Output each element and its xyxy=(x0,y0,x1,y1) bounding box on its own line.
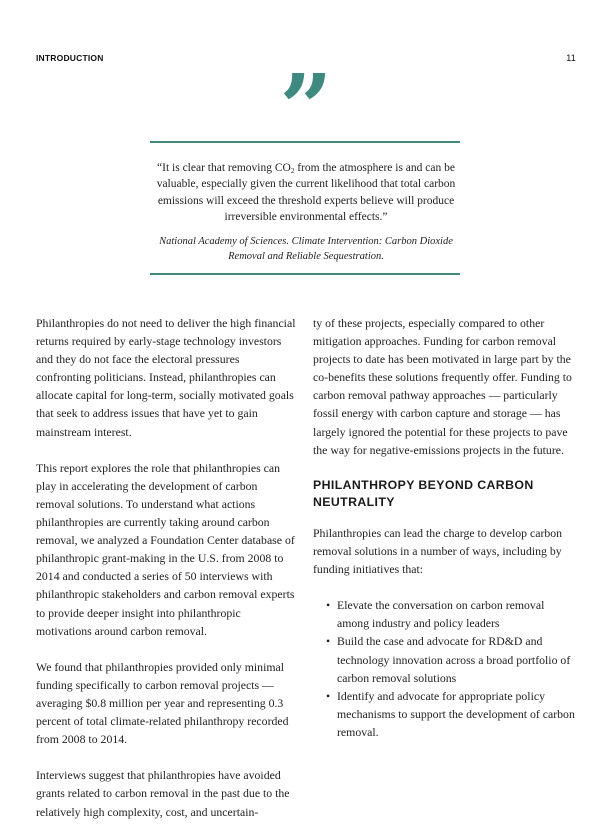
list-item: • Identify and advocate for appropriate policy mechanisms to support the development of carbon removal. xyxy=(326,687,577,741)
quote-divider-bottom xyxy=(150,273,460,275)
body-paragraph: We found that philanthropies provided only minimal funding specifically to carbon removal projects — averaging $0.8 million per year and representing 0.3 percent of total climate-related philanthropy recorded from 2008 to 2014. xyxy=(36,659,289,747)
list-item: • Build the case and advocate for RD&D and technology innovation across a broad portfolio of carbon removal solutions xyxy=(326,632,577,686)
body-paragraph: Interviews suggest that philanthropies have avoided grants related to carbon removal in the past due to the relatively high complexity, cost, and uncertain- xyxy=(36,768,290,819)
pull-quote-text-start: “It is clear that removing CO xyxy=(157,162,291,174)
section-heading: PHILANTHROPY BEYOND CARBON NEUTRALITY xyxy=(313,477,534,510)
pull-quote-subscript: 2 xyxy=(290,167,295,175)
quote-divider-top xyxy=(150,141,460,143)
left-column xyxy=(36,314,297,839)
initiatives-list xyxy=(313,596,577,741)
right-column xyxy=(313,314,577,741)
running-header-section: INTRODUCTION xyxy=(36,53,104,63)
pull-quote-text-end: from the atmosphere is and can be valuable, especially given the current likelihood that total carbon emissions will exceed the threshold experts believe will produce irreversible environmental effects.” xyxy=(156,162,456,224)
pull-quote xyxy=(155,160,457,226)
body-paragraph: Philanthropies do not need to deliver the high financial returns required by early-stage technology investors and they do not face the electoral pressures confronting politicians. Instead, philanthropies can allocate capital for long-term, socially motivated goals that seek to address issues that have yet to gain mainstream interest. xyxy=(36,316,296,439)
list-item: • Elevate the conversation on carbon removal among industry and policy leaders xyxy=(326,596,577,632)
page-number: 11 xyxy=(566,53,576,63)
body-paragraph-continued: ty of these projects, especially compared to other mitigation approaches. Funding for carbon removal projects to date has been motivated in large part by the co-benefits these solutions frequently offer. Funding to carbon removal pathway approaches — particularly fossil energy with carbon capture and storage — has largely ignored the potential for these projects to pave the way for negative-emissions projects in the future. xyxy=(313,316,572,457)
quotation-mark-icon: ” xyxy=(279,54,333,162)
pull-quote-attribution: National Academy of Sciences. Climate Intervention: Carbon Dioxide Removal and Reliable Sequestration. xyxy=(159,236,453,262)
body-paragraph: This report explores the role that philanthropies can play in accelerating the development of carbon removal solutions. To understand what actions philanthropies are currently taking around carbon removal, we analyzed a Foundation Center database of philanthropic grant-making in the U.S. from 2008 to 2014 and conducted a series of 50 interviews with philanthropic stakeholders and carbon removal experts to provide deeper insight into philanthropic motivations around carbon removal. xyxy=(36,460,295,638)
section-intro: Philanthropies can lead the charge to develop carbon removal solutions in a number of ways, including by funding initiatives that: xyxy=(313,525,563,577)
pull-quote-text xyxy=(155,160,457,226)
